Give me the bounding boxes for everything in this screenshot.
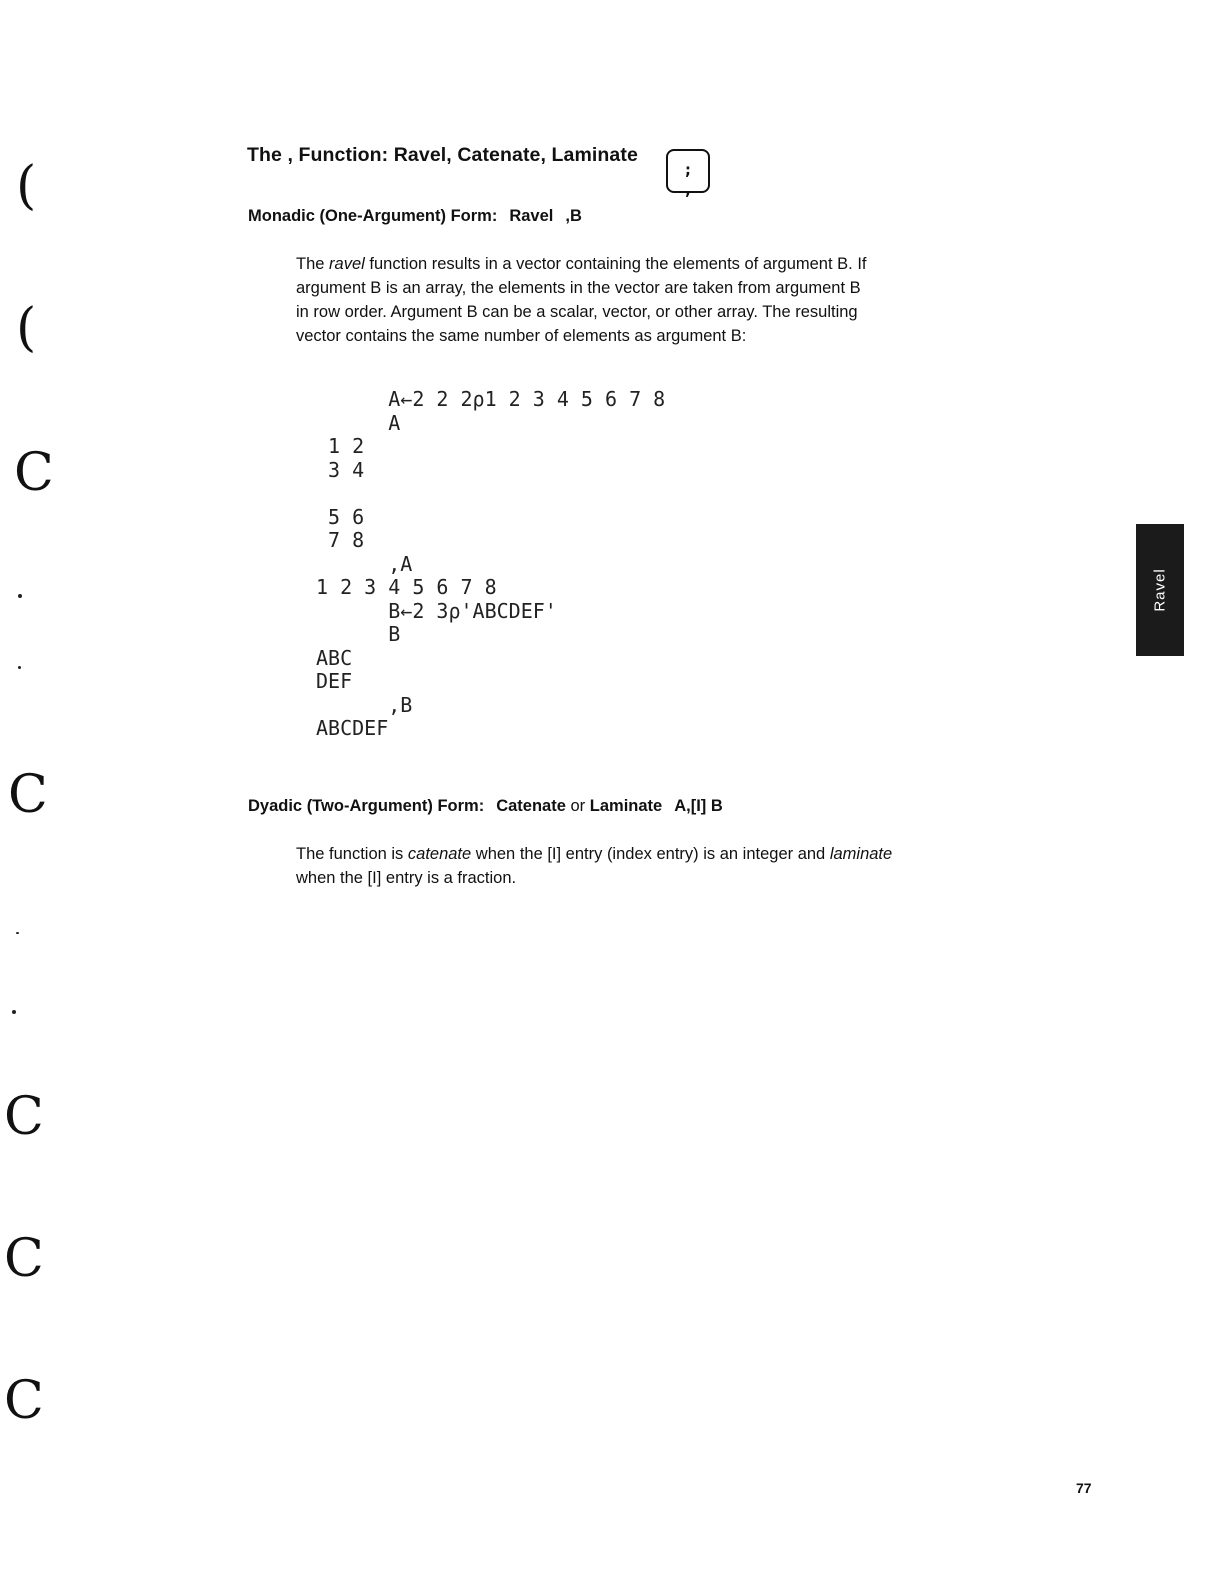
- dyadic-name-catenate: Catenate: [496, 797, 566, 815]
- speck-mark: [12, 1010, 16, 1014]
- tab-label: Ravel: [1151, 568, 1169, 612]
- binder-hole-mark: C: [4, 1371, 44, 1431]
- para-text: The: [296, 255, 330, 273]
- binder-hole-mark: C: [14, 443, 54, 503]
- dyadic-syntax: A,[I] B: [674, 797, 723, 815]
- italic-term: catenate: [407, 845, 472, 863]
- paragraph-line: [296, 252, 976, 276]
- keyboard-key-icon: [666, 149, 710, 199]
- keycap-symbol: ; ,: [683, 160, 693, 199]
- page-number: 77: [1076, 1480, 1092, 1496]
- apl-code-example: A←2 2 2ρ1 2 3 4 5 6 7 8 A 1 2 3 4 5 6 7 8 ,A 1 2 3 4 5 6 7 8 B←2 3ρ'ABCDEF' B ABC DEF ,B ABCDEF: [316, 387, 666, 740]
- binder-hole-mark: (: [16, 156, 37, 216]
- italic-term: laminate: [829, 845, 893, 863]
- para-text: when the [I] entry (index entry) is an integer and: [471, 845, 830, 863]
- dyadic-heading: [248, 797, 723, 816]
- binder-hole-mark: (: [16, 298, 37, 358]
- dyadic-label: Dyadic (Two-Argument) Form:: [248, 797, 485, 815]
- paragraph-line: when the [I] entry is a fraction.: [296, 869, 517, 887]
- para-text: The function is: [296, 845, 408, 863]
- monadic-syntax: ,B: [565, 207, 582, 225]
- para-text: function results in a vector containing the elements of argument B. If: [364, 255, 867, 273]
- monadic-heading: [248, 207, 582, 226]
- speck-mark: [18, 666, 21, 669]
- dyadic-name-laminate: Laminate: [589, 797, 663, 815]
- dyadic-conj: or: [570, 797, 586, 815]
- section-thumb-tab: [1136, 524, 1184, 656]
- paragraph-line: vector contains the same number of elements as argument B:: [296, 327, 747, 345]
- monadic-label: Monadic (One-Argument) Form:: [248, 207, 498, 225]
- paragraph-line: argument B is an array, the elements in the vector are taken from argument B: [296, 279, 861, 297]
- page-title: The , Function: Ravel, Catenate, Laminate: [247, 144, 638, 166]
- speck-mark: [18, 594, 22, 598]
- paragraph-line: [296, 842, 976, 866]
- italic-term: ravel: [329, 255, 365, 273]
- monadic-name: Ravel: [509, 207, 554, 225]
- monadic-paragraph: [296, 252, 976, 348]
- paragraph-line: in row order. Argument B can be a scalar, vector, or other array. The resulting: [296, 303, 858, 321]
- dyadic-paragraph: [296, 842, 976, 890]
- binder-hole-mark: C: [8, 765, 48, 825]
- binder-hole-mark: C: [4, 1087, 44, 1147]
- speck-mark: [16, 932, 19, 934]
- binder-hole-mark: C: [4, 1229, 44, 1289]
